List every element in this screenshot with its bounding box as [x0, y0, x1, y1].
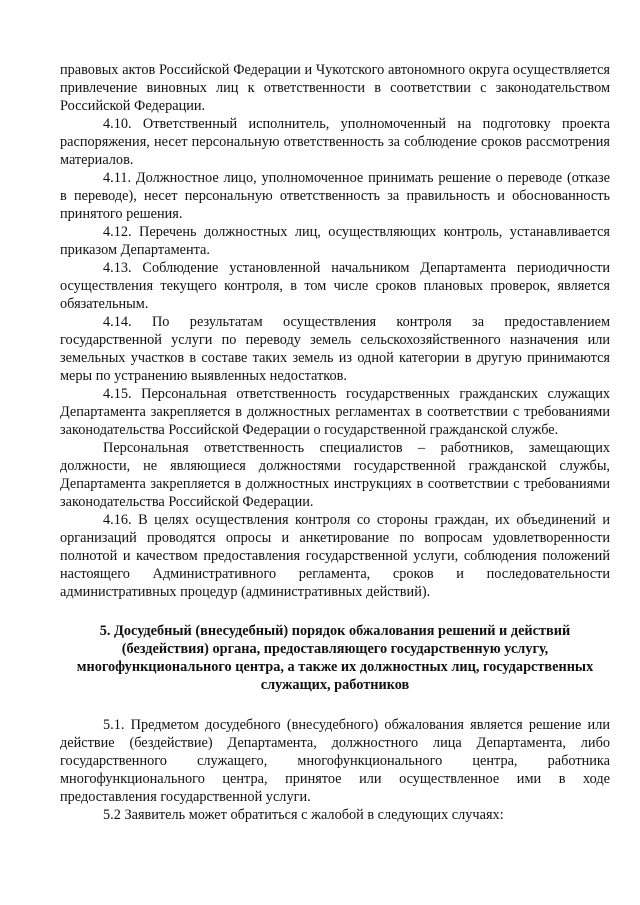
paragraph-5-2: 5.2 Заявитель может обратиться с жалобой в следующих случаях: [103, 807, 504, 823]
section-5-heading: 5. Досудебный (внесудебный) порядок обжалования решений и действий (бездействия) органа, предоставляющего государственную услугу, многофункционального центра, а также их должностных лиц, государственных служащих, работников [76, 623, 594, 693]
paragraph-4-13: 4.13. Соблюдение установленной начальником Департамента периодичности осуществления текущего контроля, в том числе сроков плановых проверок, является обязательным. [60, 260, 610, 312]
paragraph-4-10: 4.10. Ответственный исполнитель, уполномоченный на подготовку проекта распоряжения, несет персональную ответственность за соблюдение сроков рассмотрения материалов. [60, 116, 610, 168]
paragraph-4-14: 4.14. По результатам осуществления контроля за предоставлением государственной услуги по переводу земель сельскохозяйственного назначения или земельных участков в составе таких земель из одной категории в другую принимаются меры по устранению выявленных недостатков. [60, 314, 610, 384]
paragraph-5-1: 5.1. Предметом досудебного (внесудебного) обжалования является решение или действие (бездействие) Департамента, должностного лица Департамента, либо государственного служащего, многофункционального центра, работника многофункционального центра, принятое или осуществленное ими в ходе предоставления государственной услуги. [60, 717, 610, 805]
paragraph-4-15-specialists: Персональная ответственность специалистов – работников, замещающих должности, не являющиеся должностями государственной гражданской службы, Департамента закрепляется в должностных инструкциях в соответствии с требованиями законодательства Российской Федерации. [60, 440, 610, 510]
paragraph-4-15: 4.15. Персональная ответственность государственных гражданских служащих Департамента закрепляется в должностных регламентах в соответствии с требованиями законодательства Российской Федерации о государственной гражданской службе. [60, 386, 610, 438]
paragraph-4-12: 4.12. Перечень должностных лиц, осуществляющих контроль, устанавливается приказом Департамента. [60, 224, 610, 258]
paragraph-4-16: 4.16. В целях осуществления контроля со стороны граждан, их объединений и организаций проводятся опросы и анкетирование по вопросам удовлетворенности полнотой и качеством предоставления государственной услуги, соблюдения положений настоящего Административного регламента, сроков и последовательности административных процедур (административных действий). [60, 512, 610, 600]
document-page [60, 61, 610, 824]
paragraph-4-11: 4.11. Должностное лицо, уполномоченное принимать решение о переводе (отказе в переводе), несет персональную ответственность за правильность и обоснованность принятого решения. [60, 170, 610, 222]
paragraph-continuation: правовых актов Российской Федерации и Чукотского автономного округа осуществляется привлечение виновных лиц к ответственности в соответствии с законодательством Российской Федерации. [60, 62, 610, 114]
